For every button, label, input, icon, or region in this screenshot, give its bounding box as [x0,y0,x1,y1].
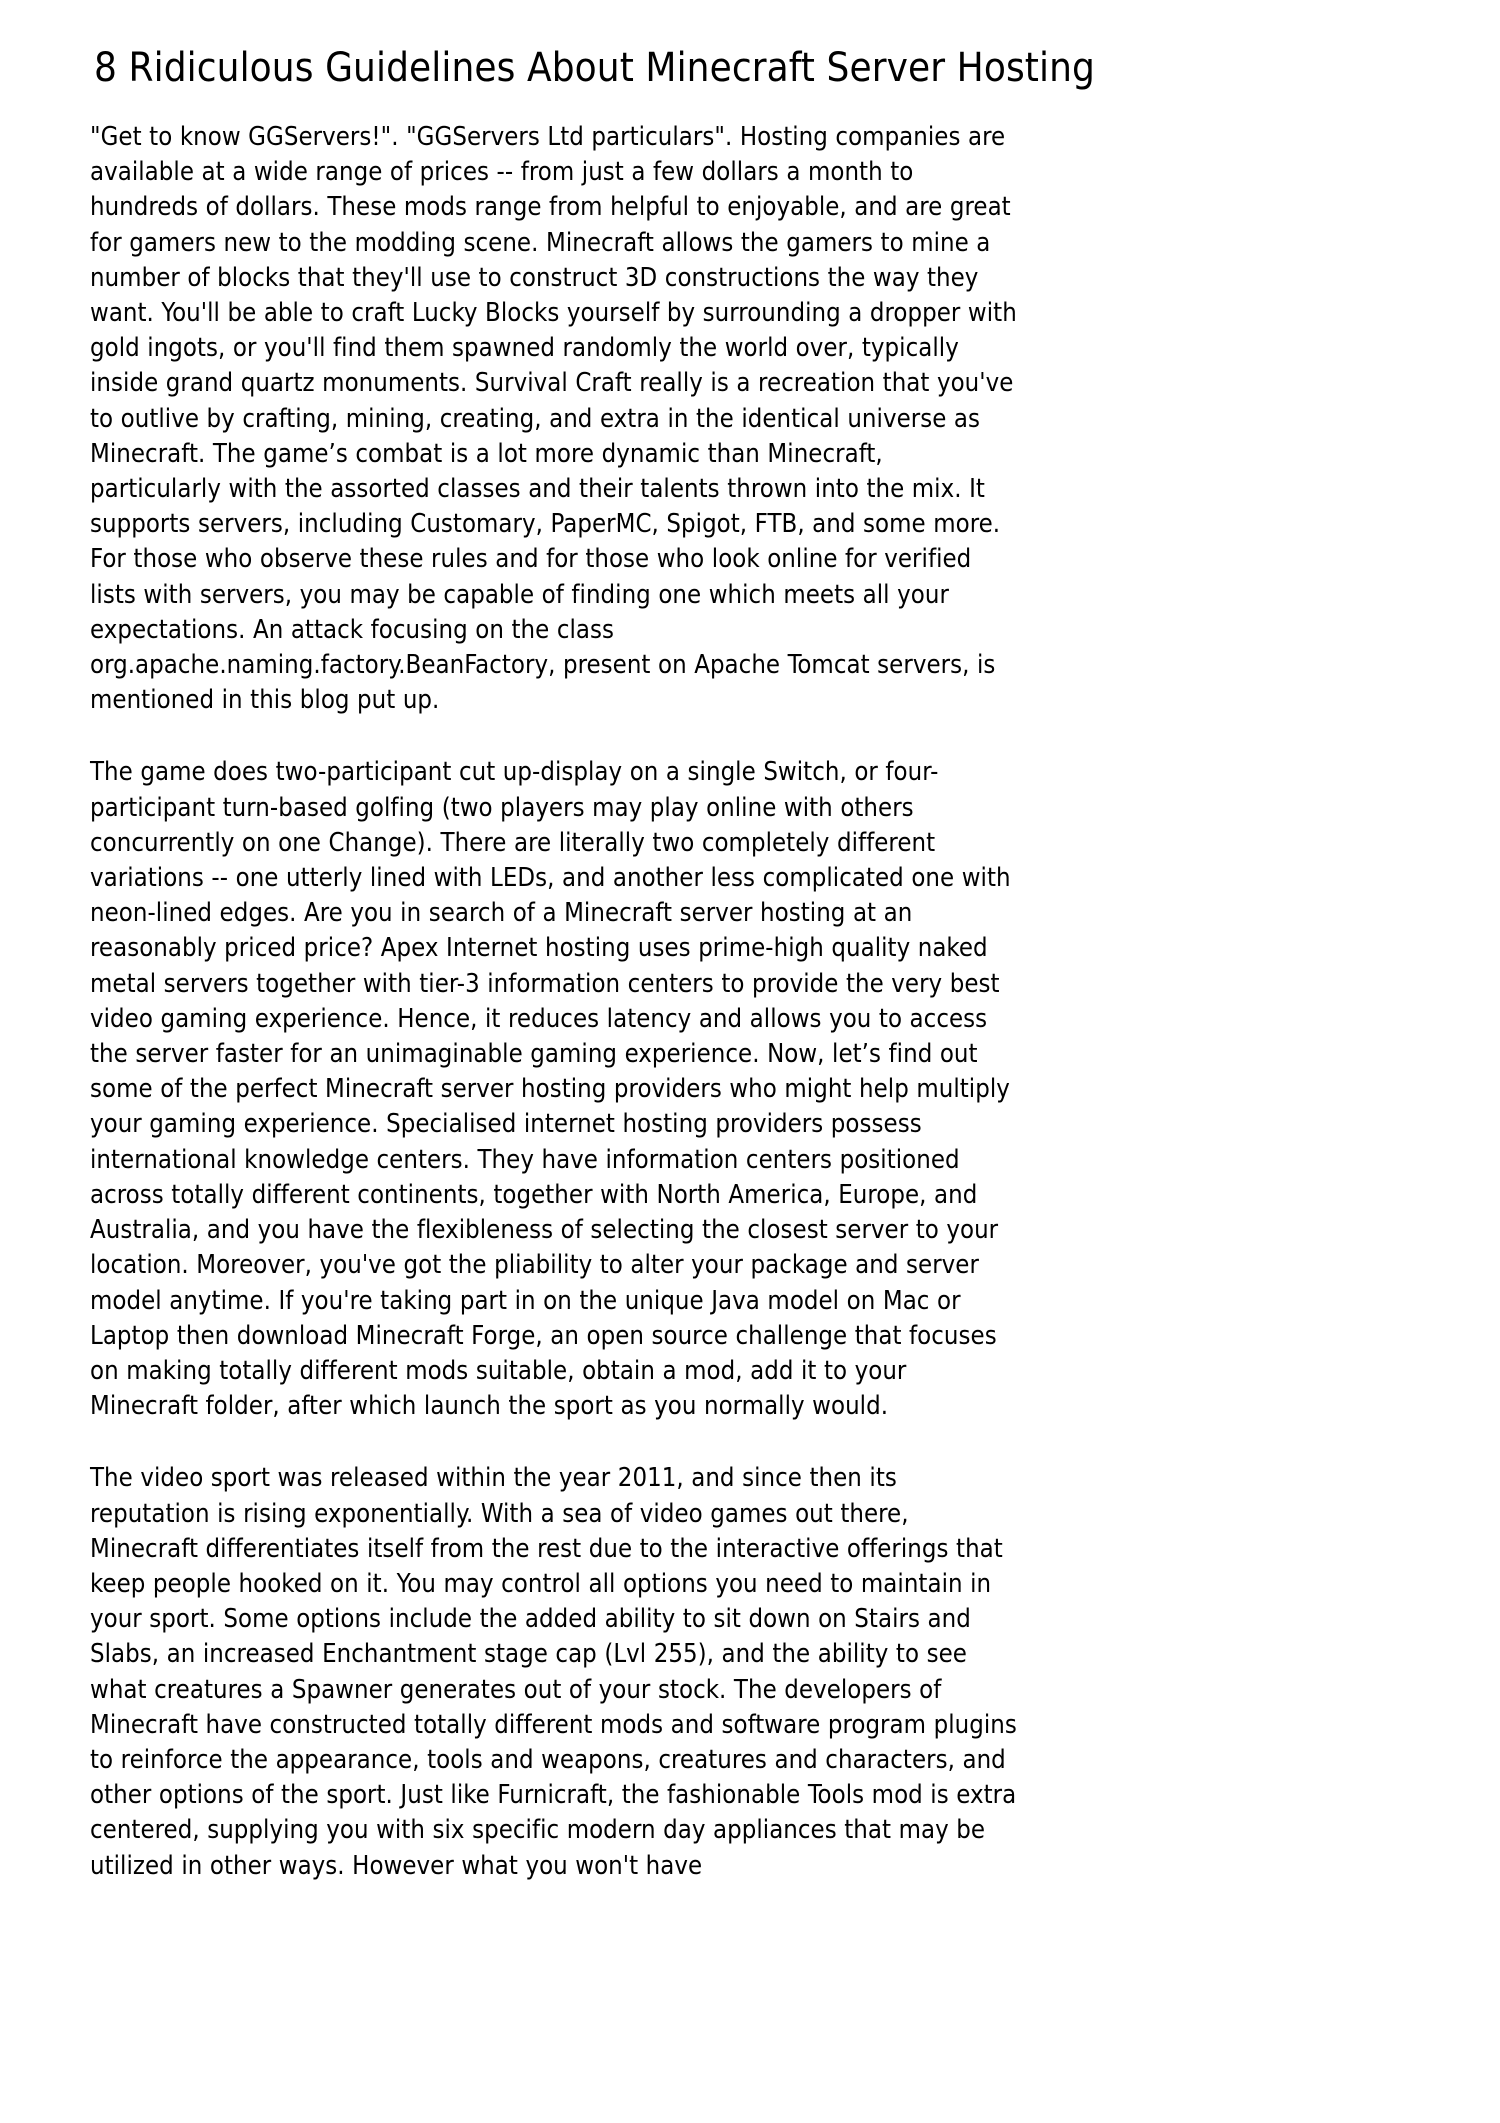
page-title: 8 Ridiculous Guidelines About Minecraft Server Hosting [94,45,1095,91]
article-body [90,120,1020,1884]
paragraph: The game does two-participant cut up-display on a single Switch, or four-participant turn-based golfing (two players may play online with others concurrently on one Change). There are literally two completely different variations -- one utterly lined with LEDs, and another less complicated one with neon-lined edges. Are you in search of a Minecraft server hosting at an reasonably priced price? Apex Internet hosting uses prime-high quality naked metal servers together with tier-3 information centers to provide the very best video gaming experience. Hence, it reduces latency and allows you to access the server faster for an unimaginable gaming experience. Now, let’s find out some of the perfect Minecraft server hosting providers who might help multiply your gaming experience. Specialised internet hosting providers possess international knowledge centers. They have information centers positioned across totally different continents, together with North America, Europe, and Australia, and you have the flexibleness of selecting the closest server to your location. Moreover, you've got the pliability to alter your package and server model anytime. If you're taking part in on the unique Java model on Mac or Laptop then download Minecraft Forge, an open source challenge that focuses on making totally different mods suitable, obtain a mod, add it to your Minecraft folder, after which launch the sport as you normally would. [90,757,1011,1422]
paragraph: The video sport was released within the year 2011, and since then its reputation is rising exponentially. With a sea of video games out there, Minecraft differentiates itself from the rest due to the interactive offerings that keep people hooked on it. You may control all options you need to maintain in your sport. Some options include the added ability to sit down on Stairs and Slabs, an increased Enchantment stage cap (Lvl 255), and the ability to see what creatures a Spawner generates out of your stock. The developers of Minecraft have constructed totally different mods and software program plugins to reinforce the appearance, tools and weapons, creatures and characters, and other options of the sport. Just like Furnicraft, the fashionable Tools mod is extra centered, supplying you with six specific modern day appliances that may be utilized in other ways. However what you won't have [90,1463,1017,1881]
paragraph: "Get to know GGServers!". "GGServers Ltd particulars". Hosting companies are available at a wide range of prices -- from just a few dollars a month to hundreds of dollars. These mods range from helpful to enjoyable, and are great for gamers new to the modding scene. Minecraft allows the gamers to mine a number of blocks that they'll use to construct 3D constructions the way they want. You'll be able to craft Lucky Blocks yourself by surrounding a dropper with gold ingots, or you'll find them spawned randomly the world over, typically inside grand quartz monuments. Survival Craft really is a recreation that you've to outlive by crafting, mining, creating, and extra in the identical universe as Minecraft. The game’s combat is a lot more dynamic than Minecraft, particularly with the assorted classes and their talents thrown into the mix. It supports servers, including Customary, PaperMC, Spigot, FTB, and some more. For those who observe these rules and for those who look online for verified lists with servers, you may be capable of finding one which meets all your expectations. An attack focusing on the class org.apache.naming.factory.BeanFactory, present on Apache Tomcat servers, is mentioned in this blog put up. [90,122,1017,716]
